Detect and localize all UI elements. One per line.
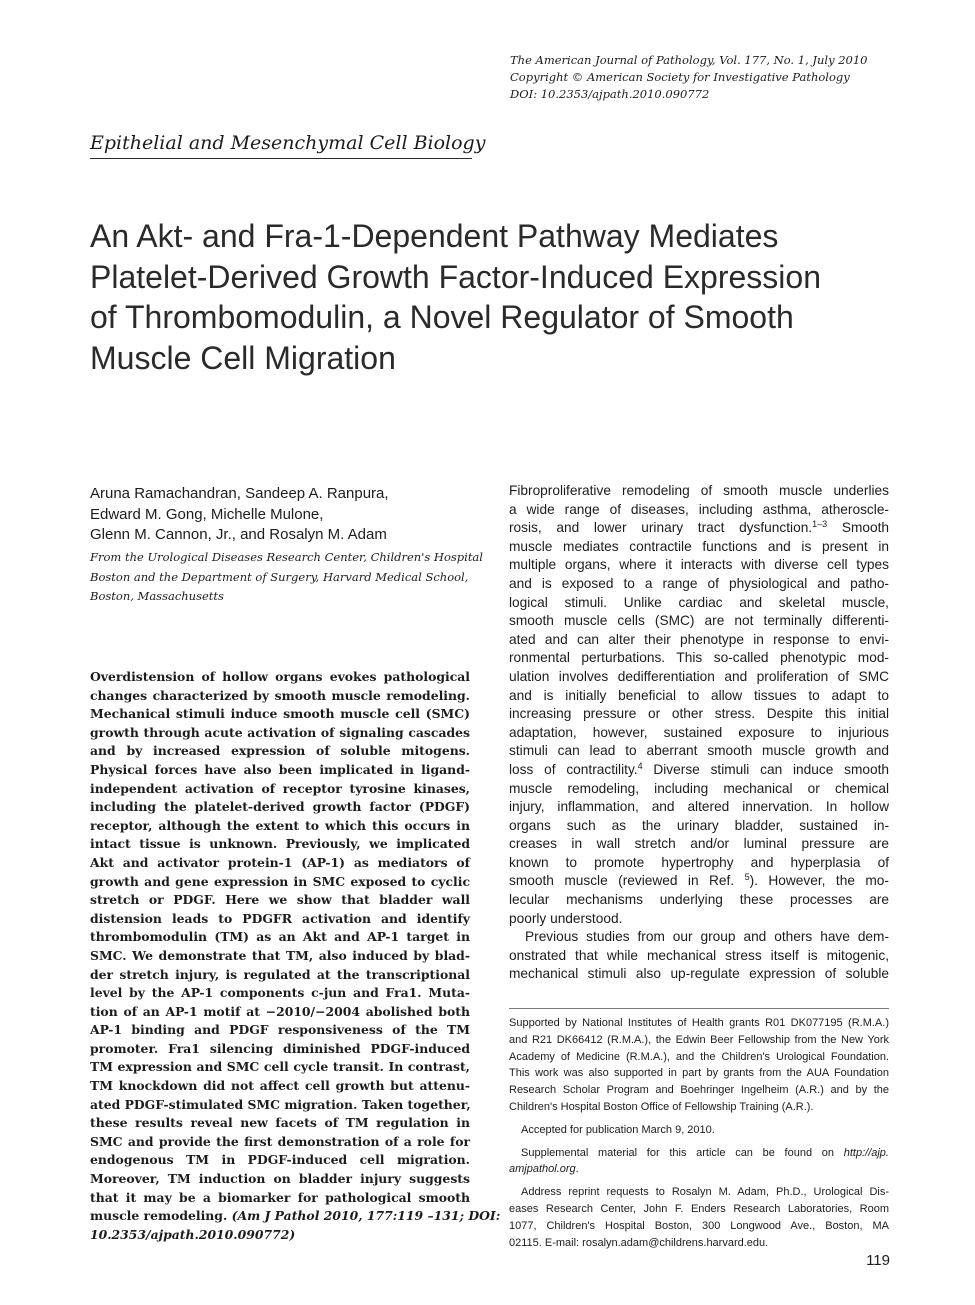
funding-note-line: Children's Hospital Boston Office of Fellowship Training (A.R.). — [509, 1100, 814, 1113]
abstract-line: Physical forces have also been implicated in ligand- — [90, 761, 470, 777]
body-line: organs such as the urinary bladder, sustained in- — [509, 817, 889, 833]
abstract-line: including the platelet-derived growth factor (PDGF) — [90, 799, 470, 815]
abstract-line: SMC and provide the first demonstration of a role for — [90, 1133, 470, 1149]
funding-note-line: Research Scholar Program and Boehringer Ingelheim (A.R.) and by the — [509, 1084, 889, 1097]
body-text-span: rosis, and lower urinary tract dysfunction. — [509, 520, 813, 536]
abstract-line: tion of an AP-1 motif at −2010/−2004 abolished both — [90, 1003, 470, 1019]
funding-note-line: and R21 DK66412 (R.M.A.), the Edwin Beer Fellowship from the New York — [509, 1033, 889, 1046]
footnotes — [509, 1015, 889, 1251]
supplemental-note-end — [509, 1161, 889, 1178]
reprint-note-line: eases Research Center, John F. Enders Research Laboratories, Room — [509, 1202, 889, 1215]
reference-superscript: 5 — [744, 872, 750, 883]
abstract-line: ated PDGF-stimulated SMC migration. Taken together, — [90, 1096, 471, 1112]
abstract-line: AP-1 binding and PDGF responsiveness of the TM — [90, 1022, 470, 1038]
reprint-note-line: Address reprint requests to Rosalyn M. Adam, Ph.D., Urological Dis- — [521, 1186, 889, 1199]
body-line: logical stimuli. Unlike cardiac and skeletal muscle, — [509, 594, 889, 610]
supplemental-text: Supplemental material for this article can be found on — [521, 1146, 844, 1159]
funding-note-line: This work was also supported in part by grants from the AUA Foundation — [509, 1067, 889, 1080]
funding-note-line: Supported by National Institutes of Health grants R01 DK077195 (R.M.A.) — [509, 1017, 889, 1029]
abstract-line: receptor, although the extent to which this occurs in — [90, 817, 470, 833]
reference-superscript: 4 — [637, 760, 643, 771]
supplemental-note — [509, 1145, 889, 1162]
body-line — [509, 519, 889, 538]
abstract-last-text: muscle remodeling. — [90, 1208, 228, 1224]
introduction-text — [509, 482, 889, 984]
abstract-line: thrombomodulin (TM) as an Akt and AP-1 target in — [90, 929, 470, 945]
reprint-note-line: 1077, Children's Hospital Boston, 300 Longwood Ave., Boston, MA — [509, 1219, 889, 1232]
abstract-line: stretch or PDGF. Here we show that bladder wall — [90, 892, 470, 908]
abstract-line: Moreover, TM induction on bladder injury suggests — [90, 1171, 470, 1187]
reference-superscript: 1–3 — [812, 519, 828, 530]
body-line: a wide range of diseases, including asthma, atheroscle- — [509, 501, 889, 517]
body-line: lecular mechanisms underlying these processes are — [509, 892, 889, 908]
abstract-line: Akt and activator protein-1 (AP-1) as mediators of — [90, 854, 470, 870]
abstract-line: these results reveal new facets of TM regulation in — [90, 1115, 470, 1131]
journal-header — [510, 52, 930, 103]
body-line: muscle remodeling, including mechanical or chemical — [509, 780, 889, 796]
abstract-line: distension leads to PDGFR activation and identify — [90, 910, 470, 926]
supplemental-link[interactable]: http://ajp. — [843, 1146, 889, 1159]
abstract-line: intact tissue is unknown. Previously, we implicated — [90, 836, 470, 852]
abstract-line: Mechanical stimuli induce smooth muscle cell (SMC) — [90, 706, 470, 722]
section-heading: Epithelial and Mesenchymal Cell Biology — [90, 132, 486, 154]
body-line: and is exposed to a range of physiological and patho- — [509, 575, 889, 591]
abstract-line: growth through acute activation of signaling cascades — [90, 724, 470, 740]
body-text-span: Smooth — [827, 520, 889, 536]
body-line: increasing pressure or other stress. Despite this initial — [509, 706, 889, 722]
section-divider — [90, 158, 472, 159]
author-line: Glenn M. Cannon, Jr., and Rosalyn M. Adam — [90, 526, 387, 543]
abstract-line: that it may be a biomarker for pathological smooth — [90, 1189, 470, 1205]
abstract-line: changes characterized by smooth muscle remodeling. — [90, 687, 470, 703]
title-line: Platelet-Derived Growth Factor-Induced Expression — [90, 258, 821, 295]
affiliation — [90, 548, 483, 607]
abstract-line: and by increased expression of soluble mitogens. — [90, 743, 470, 759]
supplemental-link[interactable]: amjpathol.org — [509, 1163, 576, 1176]
body-line: smooth muscle cells (SMC) are not terminally differenti- — [509, 613, 889, 629]
abstract — [90, 668, 501, 1244]
title-line: of Thrombomodulin, a Novel Regulator of Smooth — [90, 299, 794, 335]
body-line: adaptation, however, sustained exposure to injurious — [509, 724, 889, 740]
abstract-line: growth and gene expression in SMC exposed to cyclic — [90, 873, 470, 889]
reprint-note-line: 02115. E-mail: rosalyn.adam@childrens.harvard.edu. — [509, 1236, 769, 1249]
title-line: Muscle Cell Migration — [90, 339, 396, 376]
funding-note-line: Academy of Medicine (R.M.A.), and the Children's Urological Foundation. — [509, 1050, 889, 1063]
abstract-line: independent activation of receptor tyrosine kinases, — [90, 780, 470, 796]
body-line: Fibroproliferative remodeling of smooth muscle underlies — [509, 483, 889, 498]
body-text-span: Diverse stimuli can induce smooth — [642, 761, 889, 777]
body-line: ulation involves dedifferentiation and proliferation of SMC — [509, 668, 889, 684]
body-line — [509, 872, 889, 891]
abstract-line: level by the AP-1 components c-jun and Fra1. Muta- — [90, 985, 470, 1001]
body-text-span: ). However, the mo- — [749, 873, 889, 889]
body-line — [509, 761, 889, 780]
journal-copyright: Copyright © American Society for Investigative Pathology — [510, 70, 850, 84]
body-line: injury, inflammation, and altered innervation. In hollow — [509, 799, 889, 815]
abstract-line — [90, 1207, 501, 1226]
abstract-line: der stretch injury, is regulated at the transcriptional — [90, 966, 470, 982]
body-line: ronmental perturbations. This so-called phenotypic mod- — [509, 650, 889, 666]
body-line: and is initially beneficial to allow tissues to adapt to — [509, 687, 889, 703]
author-line: Edward M. Gong, Michelle Mulone, — [90, 505, 324, 523]
abstract-line: TM expression and SMC cell cycle transit. In contrast, — [90, 1059, 470, 1075]
body-line: multiple organs, where it interacts with diverse cell types — [509, 557, 889, 573]
author-line: Aruna Ramachandran, Sandeep A. Ranpura, — [90, 485, 389, 502]
supplemental-text: . — [575, 1163, 579, 1176]
article-title — [90, 216, 890, 378]
abstract-citation: (Am J Pathol 2010, 177:119 –131; DOI: — [231, 1208, 501, 1224]
footnote-divider — [509, 1008, 889, 1009]
abstract-line: SMC. We demonstrate that TM, also induced by blad- — [90, 947, 470, 963]
abstract-line: Overdistension of hollow organs evokes pathological — [90, 669, 470, 684]
body-line: poorly understood. — [509, 910, 623, 926]
body-line: mechanical stimuli also up-regulate expression of soluble — [509, 966, 889, 982]
affiliation-line: Boston and the Department of Surgery, Harvard Medical School, — [90, 569, 469, 584]
body-line: muscle mediates contractile functions and is present in — [509, 538, 889, 554]
author-list — [90, 484, 480, 546]
abstract-line: TM knockdown did not affect cell growth but attenu- — [90, 1078, 470, 1094]
journal-doi: DOI: 10.2353/ajpath.2010.090772 — [510, 87, 710, 101]
affiliation-line: Boston, Massachusetts — [90, 589, 224, 603]
journal-citation: The American Journal of Pathology, Vol. 177, No. 1, July 2010 — [510, 53, 868, 67]
title-line: An Akt- and Fra-1-Dependent Pathway Mediates — [90, 218, 779, 254]
abstract-citation-doi: 10.2353/ajpath.2010.090772) — [90, 1226, 296, 1242]
body-text-span: smooth muscle (reviewed in Ref. — [509, 873, 745, 889]
body-line: Previous studies from our group and others have dem- — [525, 929, 889, 945]
body-line: creases in wall stretch and/or luminal pressure are — [509, 836, 889, 852]
body-line: stimuli can lead to aberrant smooth muscle growth and — [509, 743, 889, 759]
body-text-span: loss of contractility. — [509, 761, 638, 777]
affiliation-line: From the Urological Diseases Research Center, Children's Hospital — [90, 550, 483, 564]
body-line: known to promote hypertrophy and hyperplasia of — [509, 854, 889, 870]
accepted-date: Accepted for publication March 9, 2010. — [521, 1123, 715, 1136]
abstract-line: promoter. Fra1 silencing diminished PDGF-induced — [90, 1040, 470, 1056]
body-line: onstrated that while mechanical stress itself is mitogenic, — [509, 947, 889, 963]
abstract-line: endogenous TM in PDGF-induced cell migration. — [90, 1152, 470, 1168]
page-number: 119 — [866, 1252, 890, 1269]
body-line: ated and can alter their phenotype in response to envi- — [509, 631, 889, 647]
